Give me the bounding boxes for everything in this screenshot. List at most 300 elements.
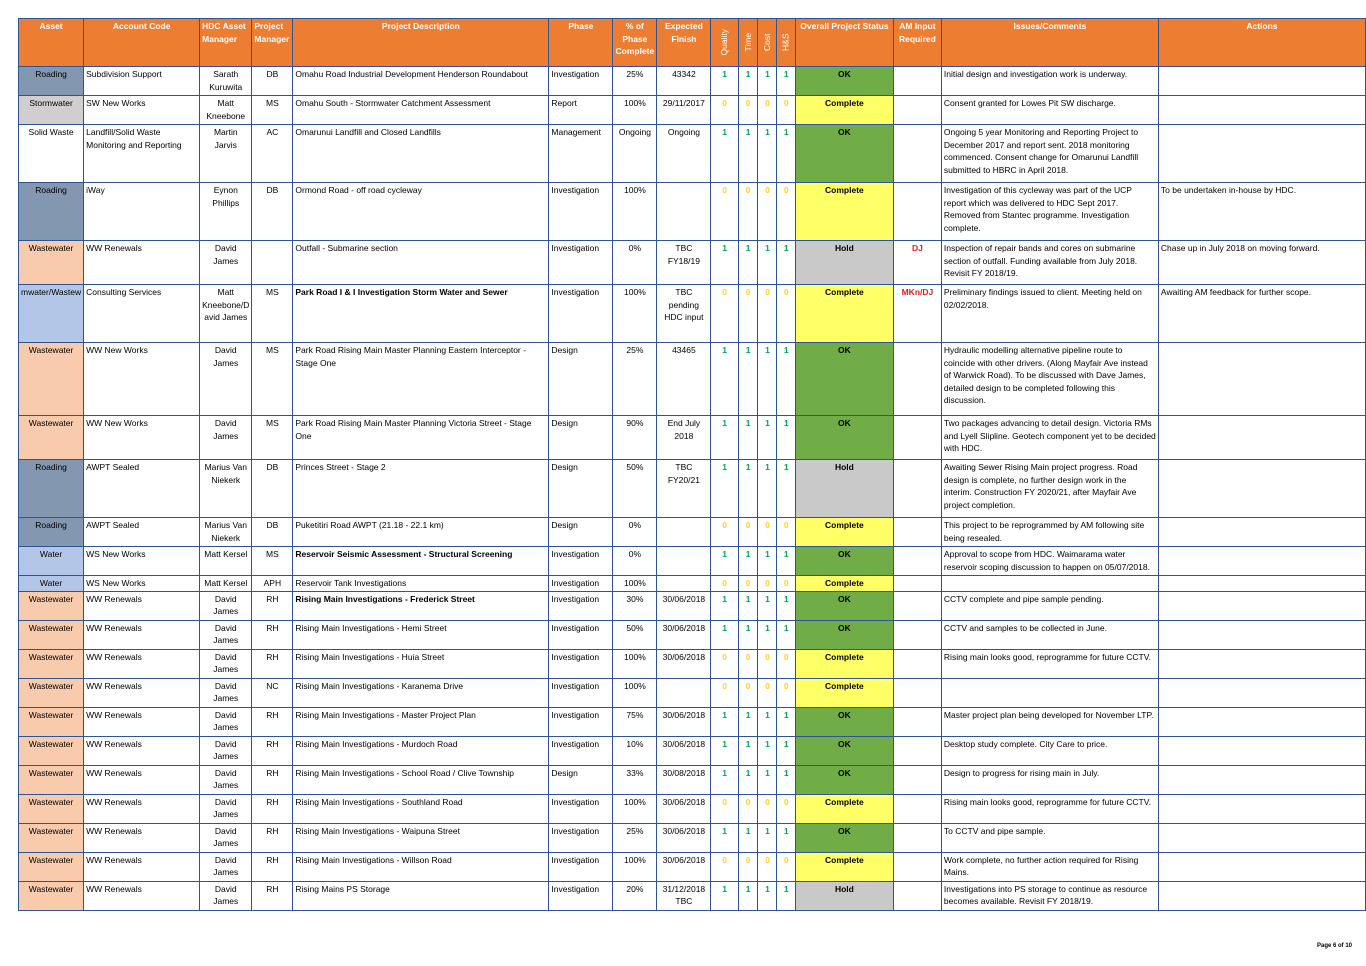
- hs-indicator: 1: [777, 591, 795, 620]
- expected-finish-cell: 30/06/2018: [657, 736, 711, 765]
- am-input-cell: [893, 96, 941, 125]
- project-manager-cell: MS: [252, 285, 293, 343]
- issues-cell: Desktop study complete. City Care to price.: [941, 736, 1158, 765]
- am-input-cell: [893, 823, 941, 852]
- project-manager-cell: NC: [252, 678, 293, 707]
- cost-indicator: 1: [758, 547, 777, 576]
- table-row: [19, 125, 1366, 183]
- cost-indicator: 0: [758, 285, 777, 343]
- cost-indicator: 0: [758, 852, 777, 881]
- expected-finish-cell: [657, 518, 711, 547]
- account-code-cell: iWay: [84, 183, 200, 241]
- hs-indicator: 1: [777, 547, 795, 576]
- project-description-cell: Rising Mains PS Storage: [293, 881, 549, 910]
- header-phase: Phase: [549, 19, 613, 67]
- asset-cell: Wastewater: [19, 881, 84, 910]
- phase-cell: Investigation: [549, 285, 613, 343]
- header-cost-label: Cost: [762, 33, 773, 52]
- project-manager-cell: RH: [252, 881, 293, 910]
- cost-indicator: 1: [758, 736, 777, 765]
- overall-status-cell: Complete: [795, 183, 893, 241]
- project-description-cell: Reservoir Tank Investigations: [293, 576, 549, 592]
- time-indicator: 1: [738, 620, 758, 649]
- actions-cell: [1158, 707, 1365, 736]
- project-description-cell: Rising Main Investigations - School Road / Clive Township: [293, 765, 549, 794]
- expected-finish-cell: [657, 183, 711, 241]
- project-description-cell: Park Road I & I Investigation Storm Water and Sewer: [293, 285, 549, 343]
- quality-indicator: 0: [711, 96, 738, 125]
- pct-complete-cell: 75%: [613, 707, 657, 736]
- hdc-asset-manager-cell: David James: [200, 794, 252, 823]
- account-code-cell: WW Renewals: [84, 765, 200, 794]
- asset-cell: Water: [19, 576, 84, 592]
- project-description-cell: Reservoir Seismic Assessment - Structural Screening: [293, 547, 549, 576]
- asset-cell: Wastewater: [19, 736, 84, 765]
- pct-complete-cell: 100%: [613, 649, 657, 678]
- hdc-asset-manager-cell: David James: [200, 416, 252, 460]
- account-code-cell: WW Renewals: [84, 823, 200, 852]
- pct-complete-cell: 0%: [613, 241, 657, 285]
- hdc-asset-manager-cell: Sarath Kuruwita: [200, 67, 252, 96]
- actions-cell: [1158, 823, 1365, 852]
- account-code-cell: WW Renewals: [84, 678, 200, 707]
- am-input-cell: [893, 736, 941, 765]
- hs-indicator: 1: [777, 620, 795, 649]
- am-input-cell: [893, 765, 941, 794]
- project-manager-cell: MS: [252, 96, 293, 125]
- time-indicator: 1: [738, 241, 758, 285]
- am-input-cell: [893, 343, 941, 416]
- expected-finish-cell: End July 2018: [657, 416, 711, 460]
- expected-finish-cell: 43465: [657, 343, 711, 416]
- quality-indicator: 0: [711, 183, 738, 241]
- account-code-cell: Subdivision Support: [84, 67, 200, 96]
- actions-cell: Chase up in July 2018 on moving forward.: [1158, 241, 1365, 285]
- hdc-asset-manager-cell: Matt Kersel: [200, 576, 252, 592]
- project-manager-cell: DB: [252, 67, 293, 96]
- quality-indicator: 1: [711, 620, 738, 649]
- table-row: [19, 852, 1366, 881]
- time-indicator: 0: [738, 183, 758, 241]
- header-time: [738, 19, 758, 67]
- asset-cell: Roading: [19, 183, 84, 241]
- overall-status-cell: Complete: [795, 576, 893, 592]
- header-hs: [777, 19, 795, 67]
- cost-indicator: 1: [758, 823, 777, 852]
- time-indicator: 1: [738, 416, 758, 460]
- actions-cell: [1158, 125, 1365, 183]
- phase-cell: Management: [549, 125, 613, 183]
- table-row: [19, 707, 1366, 736]
- hs-indicator: 1: [777, 765, 795, 794]
- account-code-cell: Consulting Services: [84, 285, 200, 343]
- issues-cell: Ongoing 5 year Monitoring and Reporting Project to December 2017 and report sent. 2018 monitoring commenced. Consent change for Omarunui Landfill submitted to HBRC in April 2018.: [941, 125, 1158, 183]
- asset-cell: Wastewater: [19, 620, 84, 649]
- overall-status-cell: OK: [795, 547, 893, 576]
- overall-status-cell: Hold: [795, 460, 893, 518]
- asset-cell: Wastewater: [19, 852, 84, 881]
- time-indicator: 1: [738, 881, 758, 910]
- quality-indicator: 1: [711, 460, 738, 518]
- pct-complete-cell: 20%: [613, 881, 657, 910]
- asset-cell: Wastewater: [19, 591, 84, 620]
- overall-status-cell: OK: [795, 591, 893, 620]
- cost-indicator: 0: [758, 96, 777, 125]
- header-asset: Asset: [19, 19, 84, 67]
- am-input-cell: [893, 416, 941, 460]
- expected-finish-cell: 43342: [657, 67, 711, 96]
- project-manager-cell: DB: [252, 518, 293, 547]
- hs-indicator: 1: [777, 343, 795, 416]
- expected-finish-cell: 30/06/2018: [657, 620, 711, 649]
- hs-indicator: 0: [777, 678, 795, 707]
- project-manager-cell: RH: [252, 649, 293, 678]
- overall-status-cell: Complete: [795, 678, 893, 707]
- quality-indicator: 1: [711, 591, 738, 620]
- quality-indicator: 0: [711, 518, 738, 547]
- project-manager-cell: RH: [252, 823, 293, 852]
- quality-indicator: 1: [711, 547, 738, 576]
- issues-cell: Master project plan being developed for November LTP.: [941, 707, 1158, 736]
- time-indicator: 0: [738, 649, 758, 678]
- actions-cell: To be undertaken in-house by HDC.: [1158, 183, 1365, 241]
- project-manager-cell: RH: [252, 736, 293, 765]
- table-row: [19, 620, 1366, 649]
- cost-indicator: 1: [758, 765, 777, 794]
- overall-status-cell: OK: [795, 707, 893, 736]
- header-issues: Issues/Comments: [941, 19, 1158, 67]
- cost-indicator: 1: [758, 416, 777, 460]
- time-indicator: 1: [738, 125, 758, 183]
- project-manager-cell: DB: [252, 183, 293, 241]
- table-row: [19, 678, 1366, 707]
- pct-complete-cell: 100%: [613, 96, 657, 125]
- issues-cell: Rising main looks good, reprogramme for future CCTV.: [941, 794, 1158, 823]
- account-code-cell: WW Renewals: [84, 881, 200, 910]
- pct-complete-cell: 100%: [613, 678, 657, 707]
- pct-complete-cell: 0%: [613, 547, 657, 576]
- overall-status-cell: Complete: [795, 285, 893, 343]
- hdc-asset-manager-cell: David James: [200, 678, 252, 707]
- project-description-cell: Omahu South - Stormwater Catchment Assessment: [293, 96, 549, 125]
- header-project-manager: Project Manager: [252, 19, 293, 67]
- table-row: [19, 518, 1366, 547]
- header-pct-complete: % of Phase Complete: [613, 19, 657, 67]
- time-indicator: 1: [738, 547, 758, 576]
- asset-cell: Wastewater: [19, 707, 84, 736]
- header-actions: Actions: [1158, 19, 1365, 67]
- pct-complete-cell: 25%: [613, 343, 657, 416]
- time-indicator: 1: [738, 823, 758, 852]
- project-description-cell: Puketitiri Road AWPT (21.18 - 22.1 km): [293, 518, 549, 547]
- actions-cell: [1158, 343, 1365, 416]
- cost-indicator: 0: [758, 794, 777, 823]
- overall-status-cell: Complete: [795, 852, 893, 881]
- pct-complete-cell: 0%: [613, 518, 657, 547]
- cost-indicator: 0: [758, 649, 777, 678]
- project-description-cell: Rising Main Investigations - Willson Road: [293, 852, 549, 881]
- header-account-code: Account Code: [84, 19, 200, 67]
- project-description-cell: Princes Street - Stage 2: [293, 460, 549, 518]
- actions-cell: [1158, 518, 1365, 547]
- am-input-cell: [893, 707, 941, 736]
- asset-cell: Wastewater: [19, 823, 84, 852]
- hdc-asset-manager-cell: David James: [200, 852, 252, 881]
- hs-indicator: 1: [777, 707, 795, 736]
- overall-status-cell: OK: [795, 416, 893, 460]
- quality-indicator: 1: [711, 823, 738, 852]
- phase-cell: Investigation: [549, 67, 613, 96]
- issues-cell: Investigations into PS storage to continue as resource becomes available. Revisit FY 2018/19.: [941, 881, 1158, 910]
- table-row: [19, 241, 1366, 285]
- table-row: [19, 343, 1366, 416]
- hdc-asset-manager-cell: David James: [200, 343, 252, 416]
- expected-finish-cell: 30/08/2018: [657, 765, 711, 794]
- am-input-cell: [893, 547, 941, 576]
- hs-indicator: 1: [777, 67, 795, 96]
- issues-cell: This project to be reprogrammed by AM following site being resealed.: [941, 518, 1158, 547]
- phase-cell: Investigation: [549, 678, 613, 707]
- pct-complete-cell: 10%: [613, 736, 657, 765]
- table-row: [19, 416, 1366, 460]
- quality-indicator: 1: [711, 707, 738, 736]
- project-manager-cell: MS: [252, 343, 293, 416]
- phase-cell: Investigation: [549, 794, 613, 823]
- quality-indicator: 1: [711, 736, 738, 765]
- account-code-cell: WW Renewals: [84, 852, 200, 881]
- expected-finish-cell: [657, 576, 711, 592]
- issues-cell: To CCTV and pipe sample.: [941, 823, 1158, 852]
- time-indicator: 0: [738, 96, 758, 125]
- header-hdc-asset-manager: HDC Asset Manager: [200, 19, 252, 67]
- table-row: [19, 183, 1366, 241]
- am-input-cell: [893, 620, 941, 649]
- cost-indicator: 1: [758, 343, 777, 416]
- phase-cell: Investigation: [549, 241, 613, 285]
- hs-indicator: 0: [777, 518, 795, 547]
- phase-cell: Investigation: [549, 183, 613, 241]
- cost-indicator: 1: [758, 241, 777, 285]
- overall-status-cell: Complete: [795, 794, 893, 823]
- overall-status-cell: OK: [795, 823, 893, 852]
- project-manager-cell: MS: [252, 416, 293, 460]
- account-code-cell: AWPT Sealed: [84, 460, 200, 518]
- quality-indicator: 1: [711, 881, 738, 910]
- issues-cell: [941, 576, 1158, 592]
- hdc-asset-manager-cell: David James: [200, 707, 252, 736]
- table-row: [19, 649, 1366, 678]
- expected-finish-cell: 30/06/2018: [657, 591, 711, 620]
- hdc-asset-manager-cell: Matt Kneebone: [200, 96, 252, 125]
- project-description-cell: Omarunui Landfill and Closed Landfills: [293, 125, 549, 183]
- account-code-cell: Landfill/Solid Waste Monitoring and Reporting: [84, 125, 200, 183]
- issues-cell: Awaiting Sewer Rising Main project progress. Road design is complete, no further design work in the interim. Construction FY 2020/21, after Mayfair Ave project completion.: [941, 460, 1158, 518]
- header-project-description: Project Description: [293, 19, 549, 67]
- header-time-label: Time: [742, 33, 753, 52]
- phase-cell: Report: [549, 96, 613, 125]
- hdc-asset-manager-cell: Matt Kneebone/D avid James: [200, 285, 252, 343]
- phase-cell: Design: [549, 343, 613, 416]
- quality-indicator: 0: [711, 794, 738, 823]
- pct-complete-cell: 100%: [613, 852, 657, 881]
- account-code-cell: WS New Works: [84, 576, 200, 592]
- phase-cell: Investigation: [549, 649, 613, 678]
- asset-cell: Wastewater: [19, 343, 84, 416]
- am-input-cell: [893, 852, 941, 881]
- am-input-cell: [893, 125, 941, 183]
- issues-cell: Inspection of repair bands and cores on submarine section of outfall. Funding available from July 2018. Revisit FY 2018/19.: [941, 241, 1158, 285]
- project-description-cell: Rising Main Investigations - Master Project Plan: [293, 707, 549, 736]
- project-status-table: [18, 18, 1366, 911]
- project-manager-cell: RH: [252, 794, 293, 823]
- header-overall-status: Overall Project Status: [795, 19, 893, 67]
- table-body: [19, 67, 1366, 911]
- issues-cell: Investigation of this cycleway was part of the UCP report which was delivered to HDC Sept 2017. Removed from Stantec programme. Investigation complete.: [941, 183, 1158, 241]
- am-input-cell: [893, 678, 941, 707]
- phase-cell: Design: [549, 416, 613, 460]
- phase-cell: Design: [549, 460, 613, 518]
- time-indicator: 1: [738, 343, 758, 416]
- hs-indicator: 0: [777, 96, 795, 125]
- cost-indicator: 1: [758, 125, 777, 183]
- asset-cell: Water: [19, 547, 84, 576]
- overall-status-cell: OK: [795, 736, 893, 765]
- expected-finish-cell: TBC FY20/21: [657, 460, 711, 518]
- project-description-cell: Rising Main Investigations - Karanema Drive: [293, 678, 549, 707]
- header-am-input: AM Input Required: [893, 19, 941, 67]
- actions-cell: [1158, 678, 1365, 707]
- asset-cell: Stormwater: [19, 96, 84, 125]
- project-manager-cell: AC: [252, 125, 293, 183]
- actions-cell: Awaiting AM feedback for further scope.: [1158, 285, 1365, 343]
- table-row: [19, 881, 1366, 910]
- time-indicator: 0: [738, 576, 758, 592]
- am-input-cell: [893, 576, 941, 592]
- expected-finish-cell: [657, 547, 711, 576]
- expected-finish-cell: 30/06/2018: [657, 649, 711, 678]
- expected-finish-cell: 31/12/2018 TBC: [657, 881, 711, 910]
- phase-cell: Investigation: [549, 881, 613, 910]
- actions-cell: [1158, 794, 1365, 823]
- header-cost: [758, 19, 777, 67]
- pct-complete-cell: 33%: [613, 765, 657, 794]
- hdc-asset-manager-cell: David James: [200, 765, 252, 794]
- phase-cell: Investigation: [549, 707, 613, 736]
- issues-cell: Consent granted for Lowes Pit SW discharge.: [941, 96, 1158, 125]
- account-code-cell: WW Renewals: [84, 736, 200, 765]
- time-indicator: 1: [738, 460, 758, 518]
- overall-status-cell: Complete: [795, 649, 893, 678]
- issues-cell: Initial design and investigation work is underway.: [941, 67, 1158, 96]
- pct-complete-cell: Ongoing: [613, 125, 657, 183]
- actions-cell: [1158, 620, 1365, 649]
- hdc-asset-manager-cell: David James: [200, 620, 252, 649]
- am-input-cell: [893, 649, 941, 678]
- account-code-cell: WW Renewals: [84, 591, 200, 620]
- time-indicator: 0: [738, 678, 758, 707]
- account-code-cell: SW New Works: [84, 96, 200, 125]
- am-input-cell: [893, 591, 941, 620]
- actions-cell: [1158, 547, 1365, 576]
- overall-status-cell: OK: [795, 67, 893, 96]
- table-row: [19, 591, 1366, 620]
- overall-status-cell: OK: [795, 765, 893, 794]
- am-input-cell: DJ: [893, 241, 941, 285]
- hs-indicator: 1: [777, 736, 795, 765]
- project-manager-cell: RH: [252, 591, 293, 620]
- cost-indicator: 1: [758, 620, 777, 649]
- phase-cell: Investigation: [549, 620, 613, 649]
- project-description-cell: Rising Main Investigations - Southland Road: [293, 794, 549, 823]
- expected-finish-cell: Ongoing: [657, 125, 711, 183]
- quality-indicator: 1: [711, 125, 738, 183]
- asset-cell: Roading: [19, 460, 84, 518]
- header-expected-finish: Expected Finish: [657, 19, 711, 67]
- time-indicator: 1: [738, 67, 758, 96]
- asset-cell: Wastewater: [19, 765, 84, 794]
- project-description-cell: Rising Main Investigations - Hemi Street: [293, 620, 549, 649]
- time-indicator: 1: [738, 736, 758, 765]
- hs-indicator: 0: [777, 852, 795, 881]
- time-indicator: 0: [738, 518, 758, 547]
- pct-complete-cell: 50%: [613, 460, 657, 518]
- cost-indicator: 1: [758, 591, 777, 620]
- hdc-asset-manager-cell: David James: [200, 591, 252, 620]
- header-quality-label: Quality: [719, 29, 730, 56]
- pct-complete-cell: 50%: [613, 620, 657, 649]
- overall-status-cell: Hold: [795, 881, 893, 910]
- issues-cell: CCTV complete and pipe sample pending.: [941, 591, 1158, 620]
- account-code-cell: AWPT Sealed: [84, 518, 200, 547]
- expected-finish-cell: 30/06/2018: [657, 852, 711, 881]
- issues-cell: Approval to scope from HDC. Waimarama water reservoir scoping discussion to happen on 05/07/2018.: [941, 547, 1158, 576]
- account-code-cell: WW Renewals: [84, 620, 200, 649]
- quality-indicator: 0: [711, 852, 738, 881]
- issues-cell: Design to progress for rising main in July.: [941, 765, 1158, 794]
- hdc-asset-manager-cell: David James: [200, 736, 252, 765]
- phase-cell: Investigation: [549, 823, 613, 852]
- actions-cell: [1158, 649, 1365, 678]
- quality-indicator: 1: [711, 765, 738, 794]
- phase-cell: Design: [549, 518, 613, 547]
- am-input-cell: MKn/DJ: [893, 285, 941, 343]
- overall-status-cell: Hold: [795, 241, 893, 285]
- time-indicator: 0: [738, 285, 758, 343]
- asset-cell: Wastewater: [19, 416, 84, 460]
- hs-indicator: 0: [777, 183, 795, 241]
- asset-cell: Wastewater: [19, 794, 84, 823]
- account-code-cell: WS New Works: [84, 547, 200, 576]
- hs-indicator: 0: [777, 794, 795, 823]
- time-indicator: 1: [738, 765, 758, 794]
- actions-cell: [1158, 852, 1365, 881]
- project-manager-cell: RH: [252, 707, 293, 736]
- project-manager-cell: APH: [252, 576, 293, 592]
- expected-finish-cell: 30/06/2018: [657, 794, 711, 823]
- table-row: [19, 765, 1366, 794]
- hs-indicator: 0: [777, 576, 795, 592]
- project-description-cell: Park Road Rising Main Master Planning Eastern Interceptor - Stage One: [293, 343, 549, 416]
- account-code-cell: WW Renewals: [84, 241, 200, 285]
- issues-cell: [941, 678, 1158, 707]
- account-code-cell: WW New Works: [84, 343, 200, 416]
- overall-status-cell: OK: [795, 620, 893, 649]
- phase-cell: Investigation: [549, 547, 613, 576]
- quality-indicator: 1: [711, 67, 738, 96]
- overall-status-cell: Complete: [795, 96, 893, 125]
- phase-cell: Design: [549, 765, 613, 794]
- cost-indicator: 0: [758, 518, 777, 547]
